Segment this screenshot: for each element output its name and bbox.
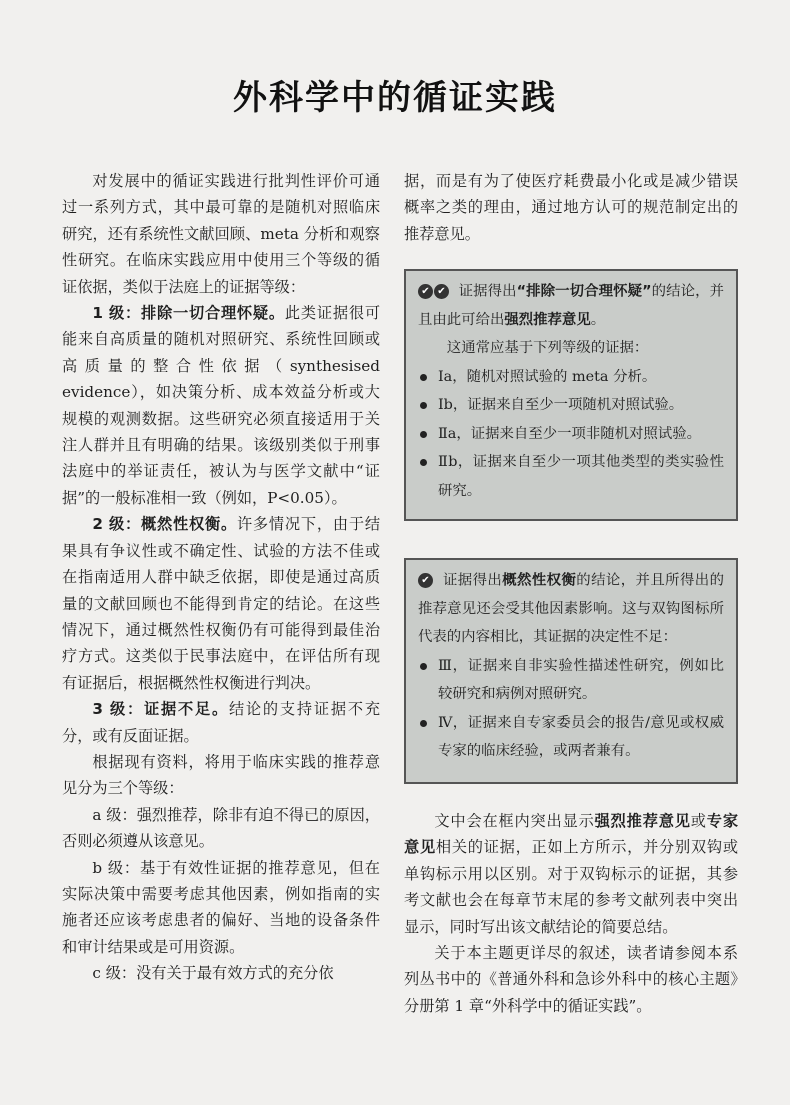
list-item: Ⅳ，证据来自专家委员会的报告/意见或权威专家的临床经验，或两者兼有。 [418,709,724,766]
grade-c-paragraph: c 级：没有关于最有效方式的充分依 [92,964,334,983]
grade-a-paragraph: a 级：强烈推荐，除非有迫不得已的原因，否则必须遵从该意见。 [62,805,380,851]
intro-paragraph: 对发展中的循证实践进行批判性评价可通过一系列方式，其中最可靠的是随机对照临床研究，还有系统性文献回顾、meta 分析和观察性研究。在临床实践应用中使用三个等级的循证依据，类似于法庭上的证据等级： [62,172,380,296]
level3-text: 结论的支持证据不充分，或有反面证据。 [62,700,380,745]
box1-intro: ✔ ✔ 证据得出“排除一切合理怀疑”的结论，并且由此可给出强烈推荐意见。 [418,277,724,334]
level3-heading: 3 级：证据不足。 [92,700,229,719]
list-item: Ⅰb，证据来自至少一项随机对照试验。 [418,391,724,420]
bullet-icon [420,663,427,670]
grade-b-paragraph: b 级：基于有效性证据的推荐意见，但在实际决策中需要考虑其他因素，例如指南的实施者还应该考虑患者的偏好、当地的设备条件和审计结果或是可用资源。 [62,858,380,956]
balance-of-probability-box [404,558,738,784]
level2-paragraph [62,511,380,696]
bullet-icon [420,402,427,409]
level3-paragraph [62,696,380,749]
left-column [62,168,380,987]
continuation-paragraph: 据，而是有为了使医疗耗费最小化或是减少错误概率之类的理由，通过地方认可的规范制定出的推荐意见。 [404,172,738,243]
bullet-icon [420,431,427,438]
double-check-icon: ✔ ✔ [418,277,450,306]
box2-intro: ✔ 证据得出概然性权衡的结论，并且所得出的推荐意见还会受其他因素影响。这与双钩图标所代表的内容相比，其证据的决定性不足： [418,566,724,652]
box1-list [418,363,724,506]
level2-text: 许多情况下，由于结果具有争议性或不确定性、试验的方法不佳或在指南适用人群中缺乏依据，即使是通过高质量的文献回顾也不能得到肯定的结论。在这些情况下，通过概然性权衡仍有可能得到最佳治疗方式。这类似于民事法庭中，在评估所有现有证据后，根据概然性权衡进行判决。 [62,515,381,692]
strong-recommendation-box [404,269,738,521]
list-item: Ⅲ，证据来自非实验性描述性研究，例如比较研究和病例对照研究。 [418,652,724,709]
box1-subheading: 这通常应基于下列等级的证据： [446,340,649,357]
level1-paragraph [62,300,380,511]
right-column-top [404,168,738,247]
right-column-bottom [404,808,738,1019]
single-check-icon: ✔ [418,566,434,595]
box2-list [418,652,724,766]
bullet-icon [420,374,427,381]
list-item: Ⅱa，证据来自至少一项非随机对照试验。 [418,420,724,449]
further-reading-paragraph: 关于本主题更详尽的叙述，读者请参阅本系列丛书中的《普通外科和急诊外科中的核心主题》分册第 1 章“外科学中的循证实践”。 [404,944,738,1015]
grades-paragraph: 根据现有资料，将用于临床实践的推荐意见分为三个等级： [62,752,380,798]
bullet-icon [420,720,427,727]
level1-heading: 1 级：排除一切合理怀疑。 [92,304,285,323]
level1-text: 此类证据很可能来自高质量的随机对照研究、系统性回顾或高质量的整合性依据（synthesised evidence），如决策分析、成本效益分析或大规模的观测数据。这些研究必须直接适用于关注人群并且有明确的结果。该级别类似于刑事法庭中的举证责任，被认为与医学文献中“证据”的一般标准相一致（例如，P<0.05）。 [62,304,381,507]
highlight-explanation-paragraph: 文中会在框内突出显示强烈推荐意见或专家意见相关的证据，正如上方所示，并分别双钩或单钩标示用以区别。对于双钩标示的证据，其参考文献也会在每章节末尾的参考文献列表中突出显示，同时写出该文献结论的简要总结。 [404,812,739,936]
level2-heading: 2 级：概然性权衡。 [92,515,237,534]
bullet-icon [420,459,427,466]
list-item: Ⅱb，证据来自至少一项其他类型的类实验性研究。 [418,448,724,505]
list-item: Ⅰa，随机对照试验的 meta 分析。 [418,363,724,392]
page-title: 外科学中的循证实践 [233,78,557,118]
